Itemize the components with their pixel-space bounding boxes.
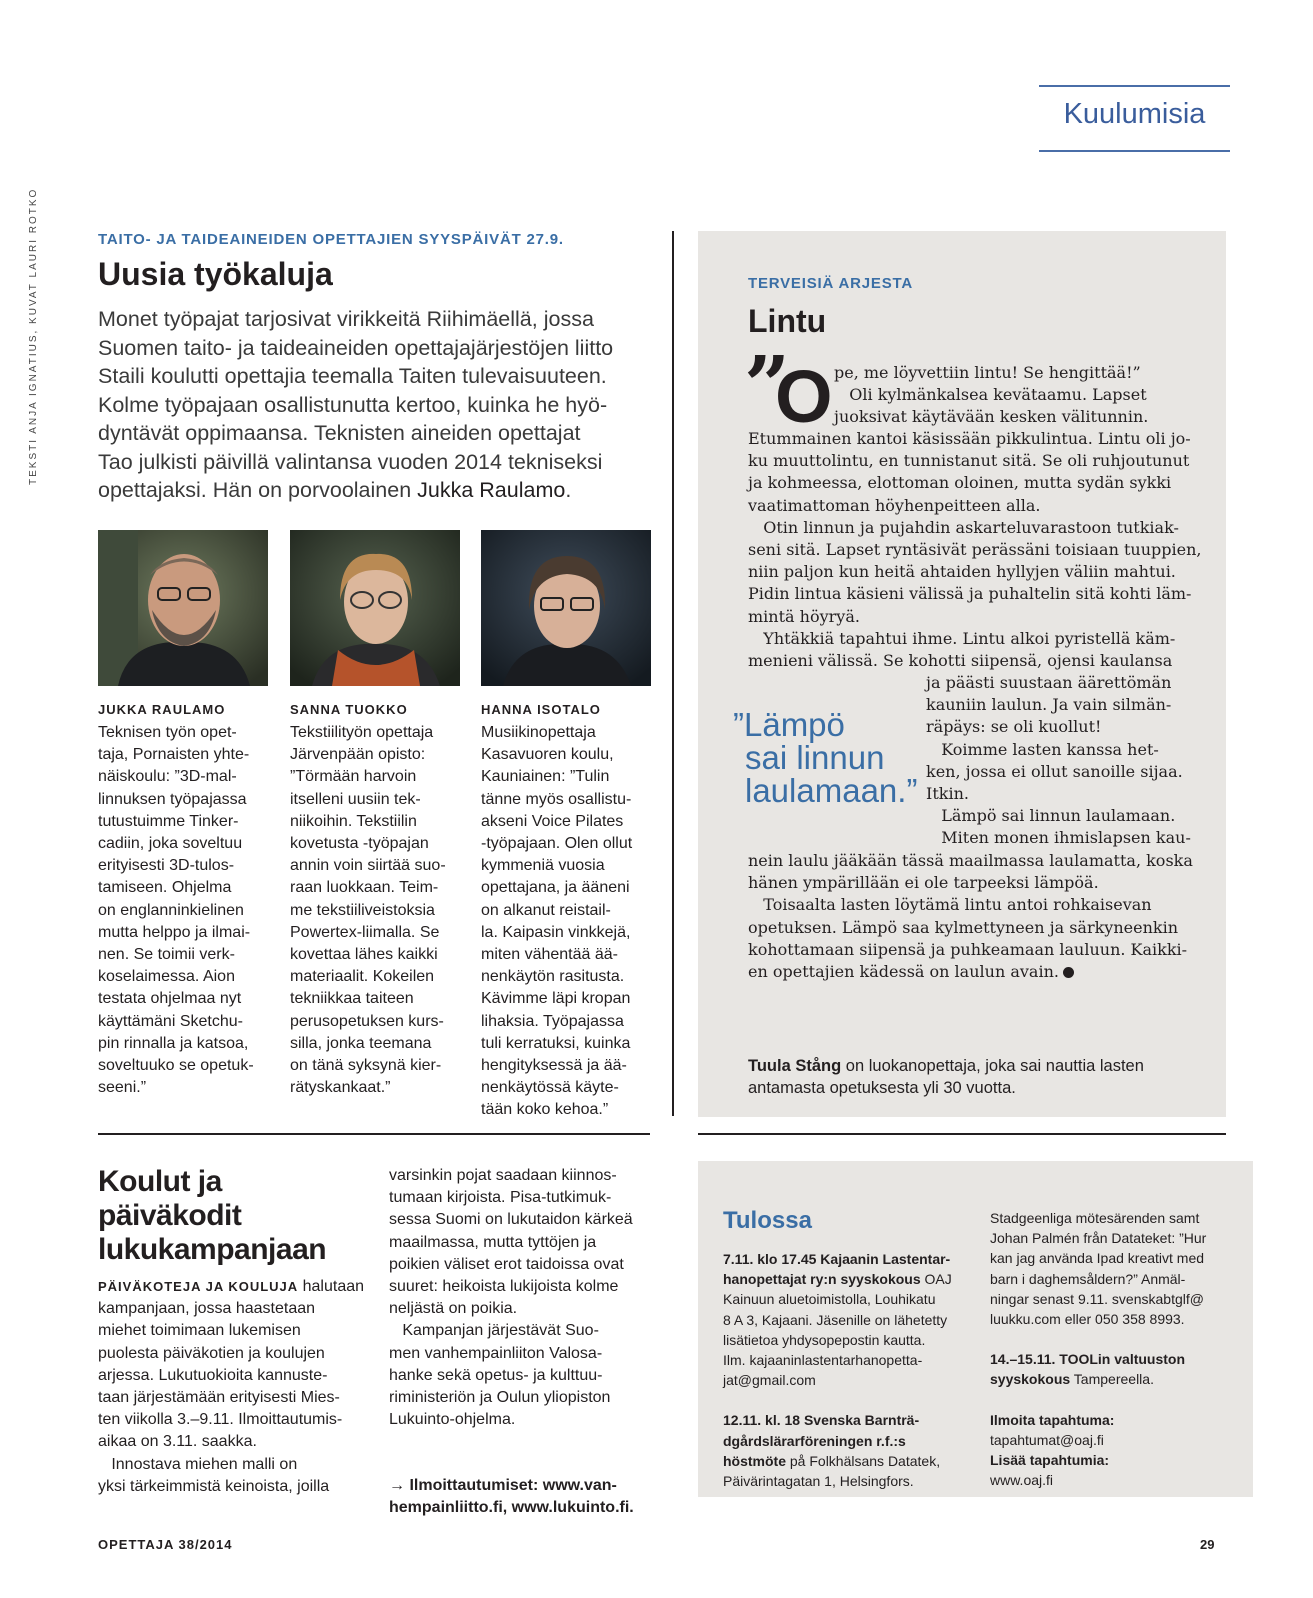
event-text: www.oaj.fi [990, 1472, 1054, 1489]
person-name: SANNA TUOKKO [290, 702, 408, 717]
text-line: me tekstiiliveistoksia [290, 901, 435, 919]
text-line: Yhtäkkiä tapahtui ihme. Lintu alkoi pyristellä käm- [748, 628, 1176, 648]
signup-link[interactable]: → Ilmoittautumiset: www.van- [389, 1477, 617, 1494]
text-line: lihaksia. Työpajassa [481, 1012, 624, 1030]
event-line [723, 1471, 973, 1491]
text-line: ja päästi suustaan äärettömän [926, 673, 1172, 692]
text-line: kymmeniä vuosia [481, 857, 605, 875]
text-line: tänne myös osallistu- [481, 790, 632, 808]
text-line: niin paljon kun heitä ahtaiden hyllyjen väliin mahtui. [748, 562, 1176, 582]
section-rule-top [1039, 85, 1230, 87]
title-line: päiväkodit [98, 1199, 242, 1232]
author-name: Tuula Stång [748, 1057, 842, 1075]
text-line: juoksivat käytävään kesken välitunnin. [834, 407, 1149, 427]
text-line: nen. Se toimii verk- [98, 946, 235, 964]
divider-left [98, 1133, 650, 1135]
text-line: Innostava miehen malli on [98, 1455, 298, 1473]
text-line: la. Kaipasin vinkkejä, [481, 923, 631, 941]
article2-col1 [98, 1276, 373, 1498]
lead-line [98, 1276, 373, 1298]
column-drop-lines [834, 362, 1214, 429]
event-line [990, 1309, 1240, 1329]
event-line [990, 1289, 1240, 1309]
event-text: kan jag använda Ipad kreativt med [990, 1250, 1205, 1267]
text-line: Kampanjan järjestävät Suo- [389, 1322, 599, 1340]
text-line: perusopetuksen kurs- [290, 1012, 444, 1030]
text-line: Järvenpään opisto: [290, 746, 426, 764]
text-line: testata ohjelmaa nyt [98, 990, 242, 1008]
pull-quote-line: sai linnun [745, 739, 885, 776]
events-right [990, 1208, 1240, 1490]
event-line [990, 1470, 1240, 1490]
event-line [723, 1310, 973, 1330]
text-line: miehet toimimaan lukemisen [98, 1322, 301, 1340]
text-line: on englanninkielinen [98, 901, 244, 919]
event-text: tapahtumat@oaj.fi [990, 1431, 1104, 1448]
lead-text: opettajaksi. Hän on porvoolainen [98, 478, 418, 502]
text-line: kohottamaan siipensä ja puhkeamaan lauluun. Kaikki- [748, 939, 1188, 959]
bullet-icon [1063, 967, 1074, 978]
text-line: Pidin lintua käsieni välissä ja puhaltelin sitä kohti läm- [748, 584, 1192, 604]
text-line: kampanjaan, jossa haastetaan [98, 1300, 316, 1318]
event-line [990, 1228, 1240, 1248]
text-line: tekniikkaa taiteen [290, 990, 414, 1008]
lead-period: . [565, 478, 572, 502]
person-quote [98, 722, 270, 1099]
text-line: aikaa on 3.11. saakka. [98, 1433, 257, 1451]
text-line: annin voin siirtää suo- [290, 857, 446, 875]
text-line: ku muuttolintu, en tunnistanut sitä. Se oli ruhjoutunut [748, 451, 1190, 471]
event-text: 7.11. klo 17.45 Kajaanin Lastentar- [723, 1251, 951, 1267]
text-line: näiskoulu: ”3D-mal- [98, 768, 237, 786]
article1-lead [98, 305, 658, 505]
footer-issue: OPETTAJA 38/2014 [98, 1537, 233, 1552]
lead-line [98, 476, 658, 505]
text-line: riministeriön ja Oulun yliopiston [389, 1389, 611, 1407]
event-text: Lisää tapahtumia: [990, 1452, 1110, 1469]
event-text: luukku.com eller 050 358 8993. [990, 1311, 1185, 1328]
text-line: taan järjestämään erityisesti Mies- [98, 1389, 340, 1407]
event-text-rest: OAJ [920, 1271, 952, 1288]
event-line [723, 1390, 973, 1410]
text-line: hanke sekä opetus- ja kulttuu- [389, 1366, 603, 1384]
lead-line: dyntävät oppimaansa. Teknisten aineiden opettajat [98, 421, 581, 445]
event-line [990, 1450, 1240, 1470]
text-line: niikoihin. Tekstiilin [290, 812, 417, 830]
event-line [723, 1269, 973, 1289]
text-line: kovetusta -työpajan [290, 835, 429, 853]
text-line: vaatimattoman höyhenpeitteen alla. [748, 495, 1041, 515]
author-bio [748, 1055, 1208, 1099]
lead-line: Kolme työpajaan osallistunutta kertoo, kuinka he hyö- [98, 392, 608, 417]
event-text: hanopettajat ry:n syyskokous [723, 1271, 921, 1288]
text-line: tamiseen. Ohjelma [98, 879, 232, 897]
text-line: tutustuimme Tinker- [98, 812, 239, 830]
text-line: men vanhempainliiton Valosa- [389, 1344, 603, 1362]
event-text: Ilm. kajaaninlastentarhanopetta- [723, 1352, 923, 1369]
event-line [723, 1370, 973, 1390]
text-line: neljästä on poikia. [389, 1300, 518, 1318]
article2-title [98, 1165, 358, 1267]
event-line [723, 1249, 973, 1269]
event-line [990, 1208, 1240, 1228]
text-line: on alkanut reistail- [481, 901, 611, 919]
text-line: Powertex-liimalla. Se [290, 923, 440, 941]
text-line: Kävimme läpi kropan [481, 990, 631, 1008]
text-line: erityisesti 3D-tulos- [98, 857, 235, 875]
pull-quote [733, 708, 923, 807]
event-line [990, 1349, 1240, 1369]
text-line: ja kohmeessa, elottoman oloinen, mutta sydän sykki [748, 473, 1172, 493]
text-line: Toisaalta lasten löytämä lintu antoi rohkaisevan [748, 895, 1152, 915]
event-line [723, 1410, 973, 1430]
event-line [723, 1289, 973, 1309]
pull-quote-line: ”Lämpö [733, 706, 845, 743]
text-line: ten viikolla 3.–9.11. Ilmoittautumis- [98, 1411, 343, 1429]
text-line: ken, jossa ei ollut sanoille sijaa. [926, 761, 1183, 781]
lead-line: Suomen taito- ja taideaineiden opettajajärjestöjen liitto [98, 335, 614, 360]
column-kicker: TERVEISIÄ ARJESTA [748, 275, 914, 292]
event-text: jat@gmail.com [723, 1372, 816, 1389]
text-line: poikien väliset erot taidoissa ovat [389, 1255, 624, 1273]
event-line [723, 1330, 973, 1350]
text-line: nenkäytön rasitusta. [481, 968, 625, 986]
text-line: maailmassa, mutta tyttöjen ja [389, 1233, 597, 1251]
person-quote [481, 722, 653, 1122]
text-line: tuli kerratuksi, kuinka [481, 1034, 631, 1052]
lead-rest: halutaan [298, 1278, 365, 1295]
text-line: raan luokkaan. Teim- [290, 879, 439, 897]
event-line [990, 1248, 1240, 1268]
lead-name: Jukka Raulamo [417, 478, 566, 502]
text-line: en opettajien kädessä on laulun avain. [748, 961, 1218, 983]
dropcap: O [775, 355, 833, 438]
text-line: varsinkin pojat saadaan kiinnos- [389, 1167, 617, 1184]
article2-col2 [389, 1165, 669, 1431]
event-line [990, 1410, 1240, 1430]
text-line: -työpajaan. Olen ollut [481, 835, 633, 853]
text-line: nenkäytössä käyte- [481, 1079, 619, 1097]
text-line: Musiikinopettaja [481, 724, 596, 741]
text-line: hengityksessä ja ää- [481, 1057, 627, 1075]
events-left [723, 1249, 973, 1491]
text-line: rätyskankaat.” [290, 1079, 391, 1097]
event-text: barn i daghemsåldern?” Anmäl- [990, 1270, 1186, 1287]
text-line: Tekstiilityön opettaja [290, 724, 434, 741]
event-text: Johan Palmén från Datateket: ”Hur [990, 1230, 1207, 1247]
text-line: Kasavuoren koulu, [481, 746, 614, 764]
text-line: räpäys: se oli kuollut! [926, 717, 1102, 737]
section-rule-bottom [1039, 150, 1230, 152]
text-line: arjessa. Lukutuokioita kannuste- [98, 1366, 328, 1384]
text-line: Oli kylmänkalsea kevätaamu. Lapset [834, 385, 1147, 405]
article1-kicker: TAITO- JA TAIDEAINEIDEN OPETTAJIEN SYYSPÄIVÄT 27.9. [98, 231, 564, 248]
article2-links [389, 1475, 679, 1519]
bio-line [748, 1055, 1208, 1077]
event-line [990, 1369, 1240, 1389]
event-text: Päivärintagatan 1, Helsingfors. [723, 1473, 914, 1490]
event-text: höstmöte [723, 1452, 786, 1469]
text-line: Koimme lasten kanssa het- [926, 739, 1159, 759]
text-line: on tänä syksynä kier- [290, 1057, 442, 1075]
text-line: akseni Voice Pilates [481, 812, 624, 830]
bio-text: on luokanopettaja, joka sai nauttia lasten [841, 1057, 1144, 1075]
column-divider [672, 231, 674, 1116]
event-text-rest: Tampereella. [1070, 1371, 1154, 1388]
event-text: Ilmoita tapahtuma: [990, 1411, 1115, 1428]
text-line: opettajana, ja ääneni [481, 879, 630, 897]
lead-caps: PÄIVÄKOTEJA JA KOULUJA [98, 1279, 299, 1294]
title-line: Koulut ja [98, 1165, 222, 1198]
text-line: kovettaa lähes kaikki [290, 946, 438, 964]
text-line: Itkin. [926, 784, 969, 804]
pull-quote-line: laulamaan.” [745, 772, 918, 809]
lead-line: Monet työpajat tarjosivat virikkeitä Riihimäellä, jossa [98, 307, 594, 331]
photo-jukka-raulamo [98, 530, 268, 686]
event-line [723, 1350, 973, 1370]
text-line: koselaimessa. Aion [98, 968, 235, 986]
text-line: linnuksen työpajassa [98, 790, 247, 808]
column-body-narrow [926, 672, 1226, 850]
event-text: lisätietoa yhdysopepostin kautta. [723, 1331, 926, 1348]
person-name: JUKKA RAULAMO [98, 702, 226, 717]
text-line: materiaalit. Kokeilen [290, 968, 435, 986]
text-line: ”Törmään harvoin [290, 768, 417, 786]
column-body-2 [748, 850, 1218, 983]
text-line: mintä höyryä. [748, 606, 860, 626]
event-line [990, 1430, 1240, 1450]
text-line: kauniin laulun. Ja vain silmän- [926, 695, 1172, 715]
lead-line: Staili koulutti opettajia teemalla Taiten tulevaisuuteen. [98, 364, 607, 388]
text-line: nein laulu jääkään tässä maailmassa laulamatta, koska [748, 851, 1193, 870]
signup-link[interactable]: hempainliitto.fi, www.lukuinto.fi. [389, 1499, 634, 1517]
text-line: hänen ympärillään ei ole tarpeeksi lämpöä. [748, 873, 1099, 893]
section-title: Kuulumisia [1063, 98, 1206, 130]
event-text: 8 A 3, Kajaani. Jäsenille on lähetetty [723, 1311, 948, 1328]
event-text: Stadgeenliga mötesärenden samt [990, 1210, 1200, 1226]
text-line: silla, jonka teemana [290, 1034, 432, 1052]
text-line: Teknisen työn opet- [98, 724, 237, 741]
text-line: tään koko kehoa.” [481, 1101, 609, 1119]
event-text: 14.–15.11. TOOLin valtuuston [990, 1351, 1186, 1368]
bio-line: antamasta opetuksesta yli 30 vuotta. [748, 1079, 1016, 1097]
text-line: Lämpö sai linnun laulamaan. [926, 806, 1176, 826]
text-line: Kauniainen: ”Tulin [481, 768, 610, 786]
photo-sanna-tuokko [290, 530, 460, 686]
text-line: tumaan kirjoista. Pisa-tutkimuk- [389, 1189, 612, 1207]
event-text: dgårdslärarföreningen r.f.:s [723, 1432, 906, 1449]
text-line: sessa Suomi on lukutaidon kärkeä [389, 1211, 633, 1229]
text-line: suuret: heikoista lukijoista kolme [389, 1278, 619, 1296]
event-text: 12.11. kl. 18 Svenska Barnträ- [723, 1412, 920, 1429]
photo-hanna-isotalo [481, 530, 651, 686]
text-line: itselleni uusiin tek- [290, 790, 421, 808]
text-line: miten vähentää ää- [481, 946, 618, 964]
divider-right [698, 1133, 1226, 1135]
photo-credit: TEKSTI ANJA IGNATIUS, KUVAT LAURI ROTKO [28, 187, 39, 485]
page-number: 29 [1200, 1537, 1215, 1552]
title-line: lukukampanjaan [98, 1233, 327, 1266]
column-title: Lintu [748, 303, 827, 339]
event-text: Kainuun aluetoimistolla, Louhikatu [723, 1291, 936, 1308]
text-line: pin rinnalla ja katsoa, [98, 1034, 249, 1052]
lead-line: Tao julkisti päivillä valintansa vuoden 2014 tekniseksi [98, 449, 603, 474]
text-line: cadiin, joka soveltuu [98, 835, 243, 853]
text-line: seeni.” [98, 1079, 147, 1097]
quote-mark: ” [744, 338, 791, 432]
text-line: taja, Pornaisten yhte- [98, 746, 250, 764]
text-line: käyttämäni Sketchu- [98, 1012, 243, 1030]
text-line: puolesta päiväkotien ja koulujen [98, 1344, 325, 1362]
event-line [990, 1269, 1240, 1289]
events-title: Tulossa [723, 1207, 812, 1234]
event-line [990, 1390, 1240, 1410]
text-line: mutta helppo ja ilmai- [98, 923, 251, 941]
text-line: Miten monen ihmislapsen kau- [926, 828, 1191, 848]
event-text: ningar senast 9.11. svenskabtglf@ [990, 1290, 1204, 1307]
text-line: yksi tärkeimmistä keinoista, joilla [98, 1477, 330, 1495]
text-line: Etummainen kantoi käsissään pikkulintua. Lintu oli jo- [748, 429, 1191, 448]
event-line [723, 1451, 973, 1471]
event-text: syyskokous [990, 1371, 1071, 1388]
event-text-rest: på Folkhälsans Datatek, [786, 1452, 941, 1469]
text-line: menieni välissä. Se kohotti siipensä, ojensi kaulansa [748, 651, 1173, 671]
text-line: Lukuinto-ohjelma. [389, 1411, 516, 1429]
text-line: opetuksen. Lämpö saa kylmettyneen ja särkyneenkin [748, 917, 1179, 937]
article1-title: Uusia työkaluja [98, 256, 333, 292]
text-line: pe, me löyvettiin lintu! Se hengittää!” [834, 363, 1141, 382]
column-body-1 [748, 428, 1218, 672]
text-line: seni sitä. Lapset ryntäsivät perässäni toisiaan tuuppien, [748, 540, 1202, 560]
person-name: HANNA ISOTALO [481, 702, 601, 717]
text-line: soveltuuko se opetuk- [98, 1057, 254, 1075]
event-line [990, 1329, 1240, 1349]
person-quote [290, 722, 462, 1099]
event-line [723, 1431, 973, 1451]
text-line: Otin linnun ja pujahdin askarteluvarastoon tutkiak- [748, 517, 1179, 537]
